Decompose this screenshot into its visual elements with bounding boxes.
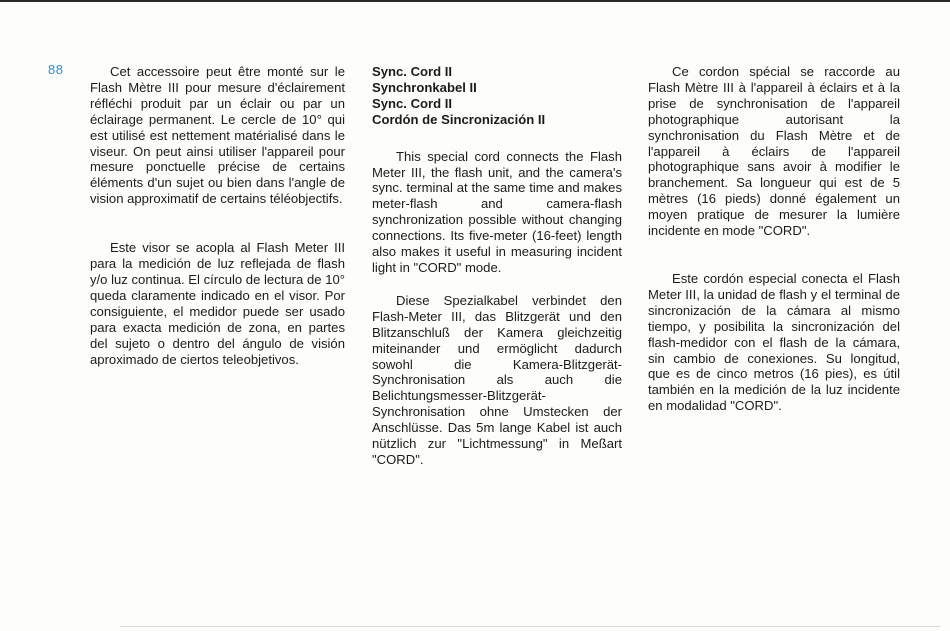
heading-italian: Sync. Cord II: [372, 95, 453, 111]
german-cord-paragraph: Diese Spezialkabel verbindet den Flash-Meter III, das Blitzgerät und den Blitzanschluß der Kamera gleichzeitig miteinander und ermöglicht dadurch sowohl die Kamera-Blitzgerät-Synchronisation als auch die Belichtungsmesser-Blitzgerät-Synchronisation ohne Umstecken der Anschlüsse. Das 5m lange Kabel ist auch nützlich zur "Lichtmessung" in Meßart "CORD".: [372, 292, 622, 467]
right-column: [648, 64, 900, 414]
left-column: [90, 64, 345, 367]
heading-english: Sync. Cord II: [372, 64, 453, 79]
page-top-edge: [0, 0, 950, 2]
middle-column: [372, 64, 622, 468]
french-viewfinder-paragraph: Cet accessoire peut être monté sur le Flash Mètre III pour mesure d'éclairement réfléchi produit par un éclair ou par un éclairage permanent. Le cercle de 10° qui est utilisé est nettement matérialisé dans le viseur. On peut ainsi utiliser l'appareil pour mesure ponctuelle précise de certains éléments d'un sujet ou bien dans l'angle de vision approximatif de certains téléobjectifs.: [90, 64, 345, 207]
page-bottom-edge: [120, 626, 940, 627]
page-number: 88: [48, 62, 64, 77]
spanish-viewfinder-paragraph: Este visor se acopla al Flash Meter III para la medición de luz reflejada de flash y/o luz continua. El círculo de lectura de 10° queda claramente indicado en el visor. Por consiguiente, el medidor puede ser usado para exacta medición de zona, en partes del sujeto o dentro del ángulo de visión aproximado de ciertos teleobjetivos.: [90, 240, 345, 367]
section-headings: [372, 64, 622, 128]
english-cord-paragraph: This special cord connects the Flash Meter III, the flash unit, and the camera's sync. terminal at the same time and makes meter-flash and camera-flash synchronization possible without changing connections. Its five-meter (16-feet) length also makes it useful in measuring incident light in "CORD" mode.: [372, 148, 622, 275]
heading-spanish: Cordón de Sincronización II: [372, 111, 546, 127]
french-cord-paragraph: Ce cordon spécial se raccorde au Flash Mètre III à l'appareil à éclairs et à la prise de synchronisation de l'appareil photographique autorisant la synchronisation du Flash Mètre et de l'appareil à éclairs de l'appareil photographique sans avoir à modifier le branchement. Sa longueur qui est de 5 mètres (16 pieds) donné également un moyen pratique de mesurer la lumière incidente en mode "CORD".: [648, 64, 900, 239]
heading-german: Synchronkabel II: [372, 79, 477, 95]
spanish-cord-paragraph: Este cordón especial conecta el Flash Meter III, la unidad de flash y el terminal de sincronización de la cámara al mismo tiempo, y posibilita la sincronización del flash-medidor con el flash de la cámara, sin cambio de conexiones. Su longitud, que es de cinco metros (16 pies), es útil también en la medición de la luz incidente en modalidad "CORD".: [648, 270, 900, 414]
